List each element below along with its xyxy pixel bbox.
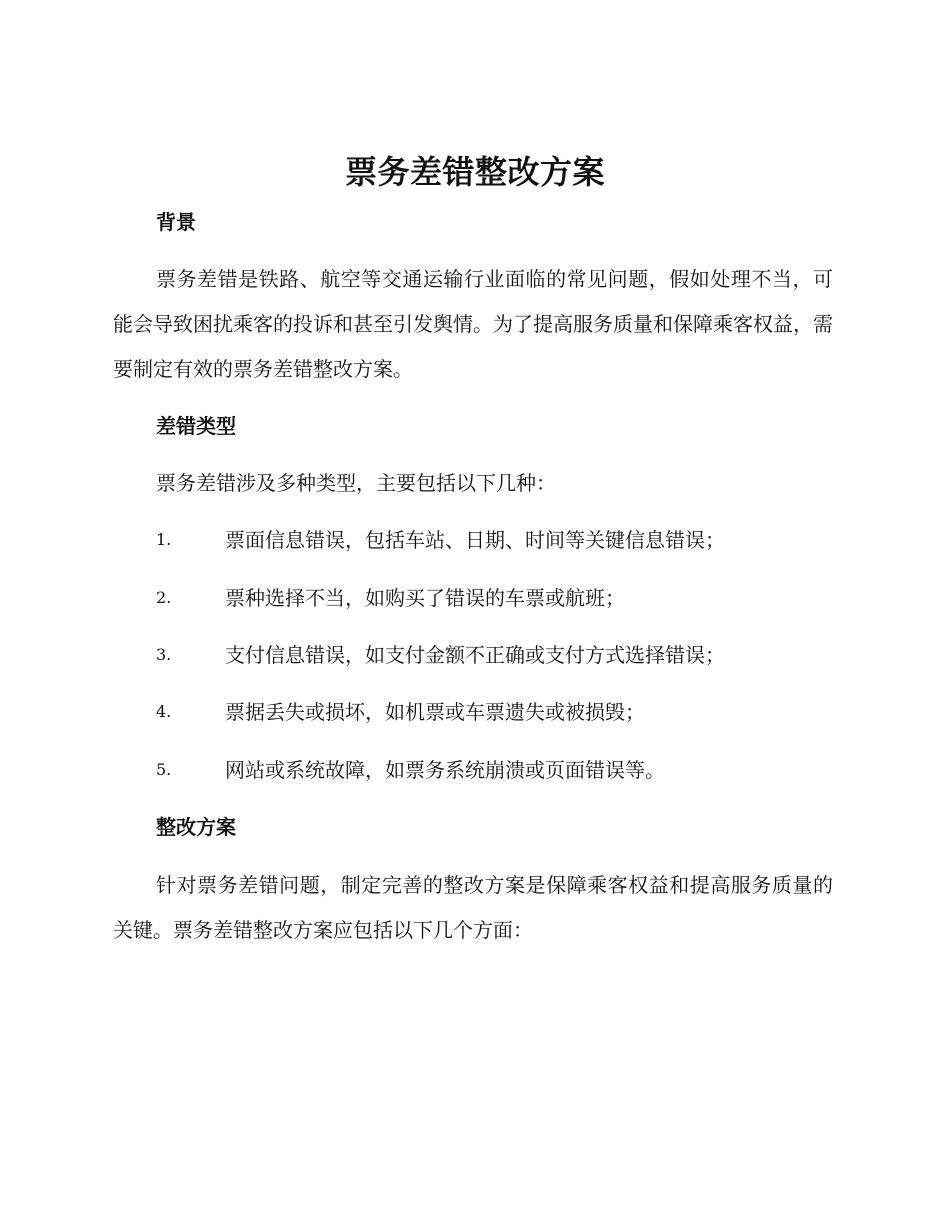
document-title: 票务差错整改方案 bbox=[344, 153, 605, 191]
list-item-number: 3. bbox=[156, 645, 172, 664]
list-item-number: 5. bbox=[156, 760, 172, 779]
section-heading-error-types: 差错类型 bbox=[156, 414, 236, 438]
rectification-plan-paragraph: 针对票务差错问题，制定完善的整改方案是保障乘客权益和提高服务质量的关键。票务差错整改方案应包括以下几个方面： bbox=[113, 873, 833, 942]
error-types-intro: 票务差错涉及多种类型，主要包括以下几种： bbox=[156, 471, 556, 495]
list-item-number: 4. bbox=[156, 702, 172, 721]
list-item-text: 网站或系统故障，如票务系统崩溃或页面错误等。 bbox=[225, 758, 665, 782]
section-heading-background: 背景 bbox=[156, 210, 196, 234]
list-item-text: 票据丢失或损坏，如机票或车票遗失或被损毁； bbox=[225, 700, 645, 724]
list-item-text: 票种选择不当，如购买了错误的车票或航班； bbox=[225, 586, 625, 610]
background-paragraph: 票务差错是铁路、航空等交通运输行业面临的常见问题，假如处理不当，可能会导致困扰乘客的投诉和甚至引发舆情。为了提高服务质量和保障乘客权益，需要制定有效的票务差错整改方案。 bbox=[113, 267, 833, 381]
list-item-text: 票面信息错误，包括车站、日期、时间等关键信息错误； bbox=[225, 528, 725, 552]
list-item-number: 2. bbox=[156, 588, 172, 607]
list-item-number: 1. bbox=[156, 530, 172, 549]
section-heading-rectification-plan: 整改方案 bbox=[156, 815, 236, 839]
list-item-text: 支付信息错误，如支付金额不正确或支付方式选择错误； bbox=[225, 643, 725, 667]
